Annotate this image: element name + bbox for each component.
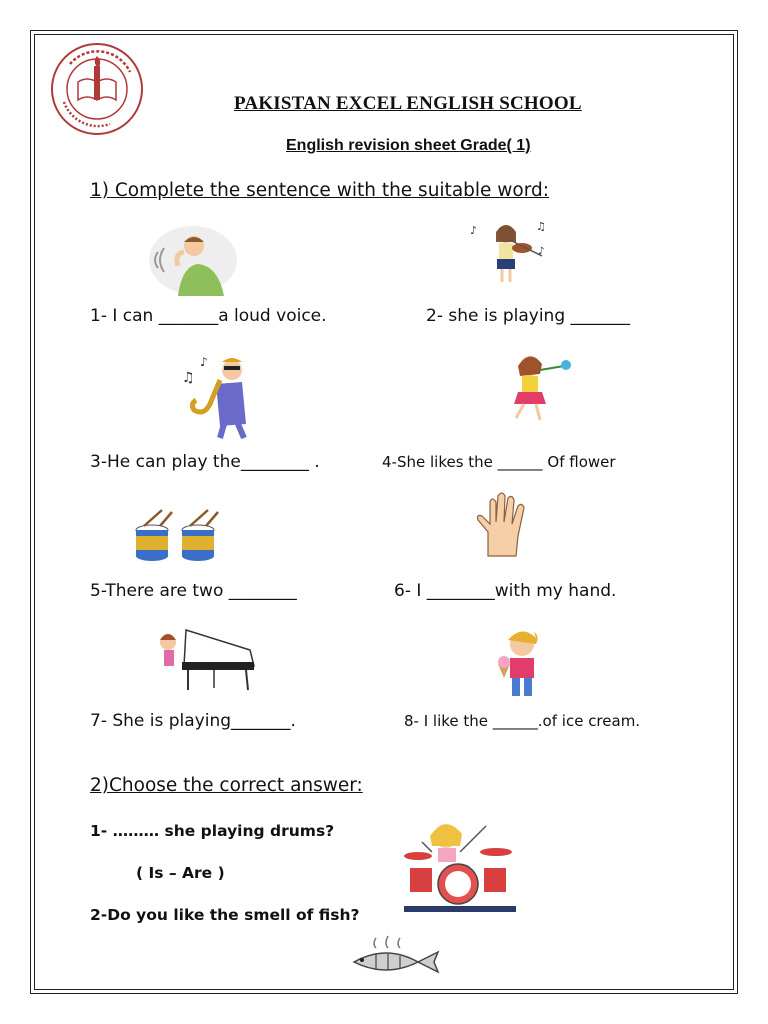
item-6-text: 6- I ________with my hand. [394,581,617,601]
girl-playing-drums-picture [402,812,518,914]
question-1-options: ( Is – Are ) [136,864,225,882]
item-4-text: 4-She likes the ______ Of flower [382,453,616,471]
question-1-text: 1- ……… she playing drums? [90,822,335,840]
school-logo [50,42,144,136]
item-3-text: 3-He can play the________ . [90,452,320,472]
open-hand-picture [474,492,532,558]
school-name: PAKISTAN EXCEL ENGLISH SCHOOL [234,93,582,114]
svg-text:♪: ♪ [470,224,478,237]
girl-playing-violin-picture [466,214,548,286]
sheet-title: English revision sheet Grade( 1) [286,137,531,154]
svg-text:♪: ♪ [200,355,208,369]
boy-listening-picture [148,222,238,296]
svg-text:♪: ♪ [538,246,545,257]
girl-smelling-flower-picture [496,348,580,426]
svg-text:♫: ♫ [536,220,546,233]
fish-picture [346,934,442,978]
item-1-text: 1- I can _______a loud voice. [90,306,327,326]
section2-heading: 2)Choose the correct answer: [90,775,363,796]
item-2-text: 2- she is playing _______ [426,306,631,326]
item-8-text: 8- I like the ______.of ice cream. [404,712,641,730]
svg-text:♫: ♫ [182,370,195,386]
section1-heading: 1) Complete the sentence with the suitable word: [90,180,550,201]
item-7-text: 7- She is playing_______. [90,711,296,731]
item-5-text: 5-There are two ________ [90,581,297,601]
question-2-text: 2-Do you like the smell of fish? [90,906,360,924]
girl-playing-piano-picture [154,626,258,694]
two-drums-picture [132,506,222,562]
boy-eating-ice-cream-picture [490,624,552,702]
man-playing-saxophone-picture [180,354,260,440]
